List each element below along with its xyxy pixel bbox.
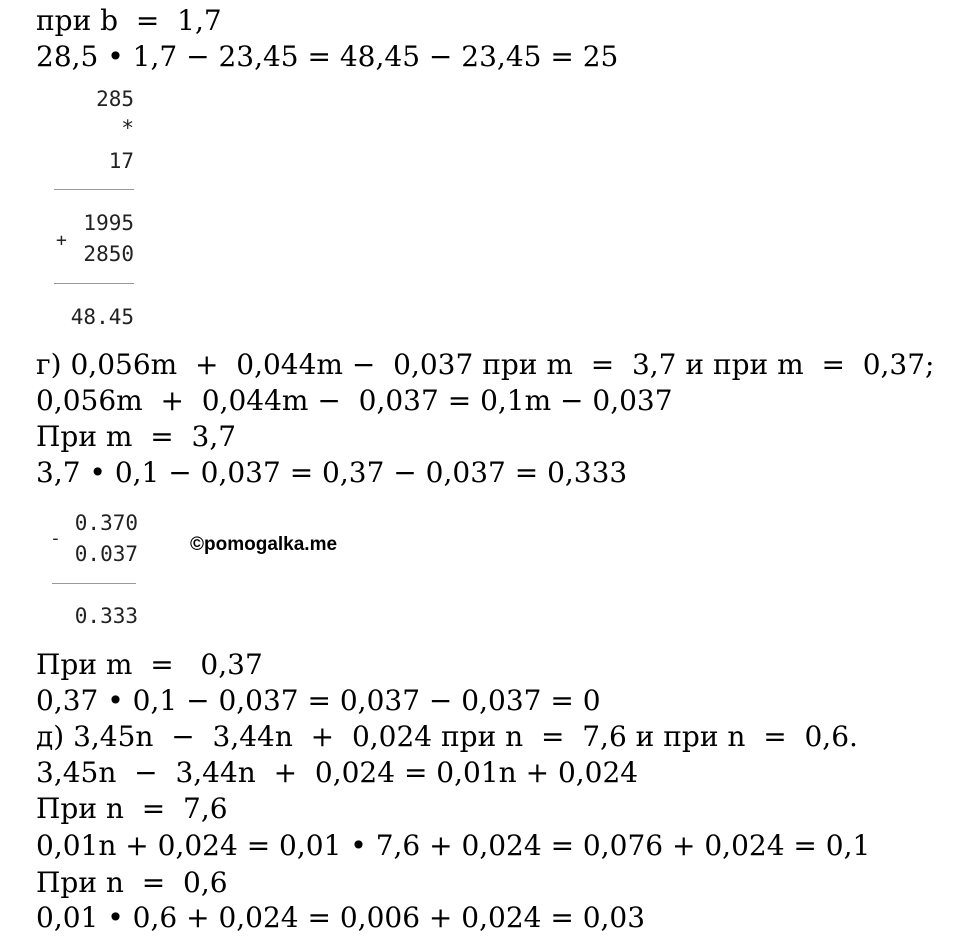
text-line: При m = 3,7 [36, 420, 237, 453]
product-result: 48.45 [70, 305, 134, 329]
difference-result: 0.333 [74, 604, 138, 628]
multiply-operator: * [121, 116, 134, 140]
divider-line [54, 189, 134, 190]
multiplier: 17 [108, 149, 134, 173]
plus-operator: + [56, 230, 67, 251]
text-line: При m = 0,37 [36, 648, 263, 681]
watermark: ©pomogalka.me [190, 534, 338, 555]
minus-operator: - [50, 528, 61, 549]
text-line: 0,01 • 0,6 + 0,024 = 0,006 + 0,024 = 0,03 [36, 901, 646, 934]
text-line: д) 3,45n − 3,44n + 0,024 при n = 7,6 и при n = 0,6. [36, 720, 858, 753]
text-line: г) 0,056m + 0,044m − 0,037 при m = 3,7 и при m = 0,37; [36, 348, 935, 381]
text-line: при b = 1,7 [36, 4, 222, 37]
text-line: 28,5 • 1,7 − 23,45 = 48,45 − 23,45 = 25 [36, 40, 619, 73]
text-line: 0,37 • 0,1 − 0,037 = 0,037 − 0,037 = 0 [36, 684, 601, 717]
text-line: 3,45n − 3,44n + 0,024 = 0,01n + 0,024 [36, 756, 639, 789]
divider-line [52, 583, 136, 584]
partial-product: 1995 [83, 211, 134, 235]
text-line: При n = 7,6 [36, 792, 228, 825]
text-line: При n = 0,6 [36, 866, 228, 899]
partial-product: 2850 [83, 242, 134, 266]
text-line: 0,01n + 0,024 = 0,01 • 7,6 + 0,024 = 0,076 + 0,024 = 0,1 [36, 829, 871, 862]
text-line: 0,056m + 0,044m − 0,037 = 0,1m − 0,037 [36, 384, 673, 417]
divider-line [54, 283, 134, 284]
multiplicand: 285 [96, 87, 134, 111]
subtrahend: 0.037 [74, 542, 138, 566]
text-line: 3,7 • 0,1 − 0,037 = 0,37 − 0,037 = 0,333 [36, 456, 628, 489]
minuend: 0.370 [74, 511, 138, 535]
